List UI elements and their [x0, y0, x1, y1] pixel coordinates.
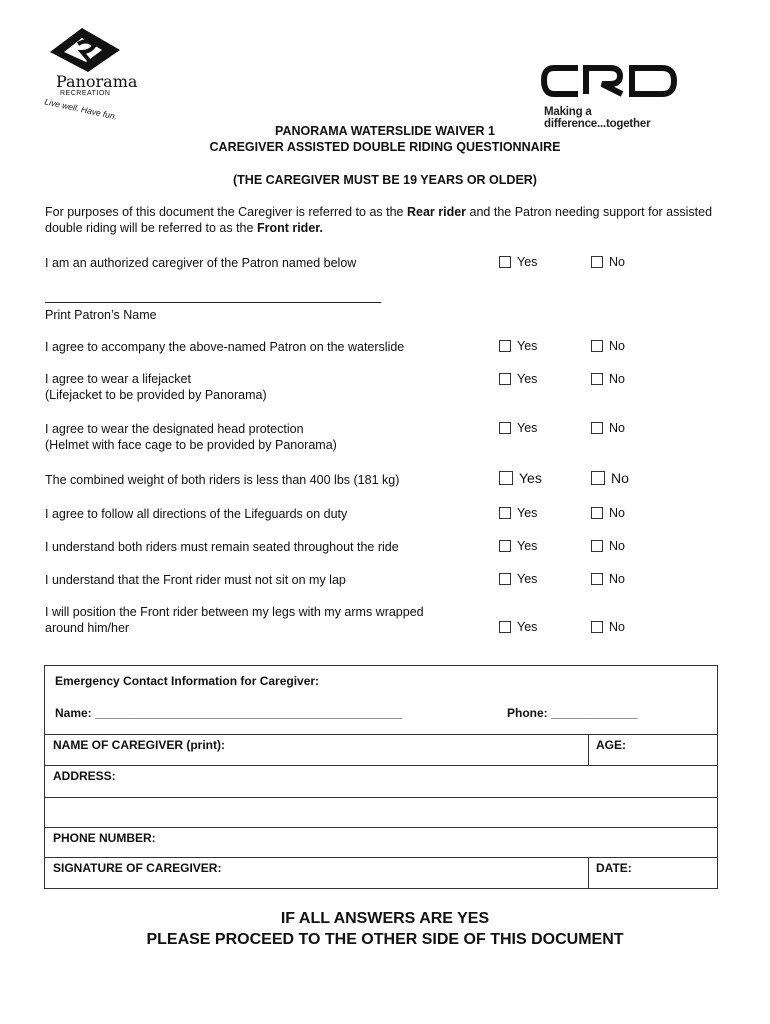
caregiver-address-field[interactable]: ADDRESS:	[53, 769, 116, 783]
yes-checkbox-8[interactable]: Yes	[499, 572, 537, 586]
emergency-title: Emergency Contact Information for Caregiver:	[55, 674, 320, 688]
page-subtitle: CAREGIVER ASSISTED DOUBLE RIDING QUESTIONNAIRE	[209, 140, 561, 154]
no-checkbox-1[interactable]: No	[591, 255, 625, 269]
panorama-logo	[42, 22, 142, 122]
yes-checkbox-2[interactable]: Yes	[499, 339, 537, 353]
caregiver-info-panel	[44, 665, 718, 889]
no-checkbox-7[interactable]: No	[591, 539, 625, 553]
print-patron-name-label: Print Patron’s Name	[45, 308, 157, 322]
divider	[45, 827, 717, 828]
yes-checkbox-6[interactable]: Yes	[499, 506, 537, 520]
no-checkbox-9[interactable]: No	[591, 620, 625, 634]
divider	[45, 797, 717, 798]
age-note: (THE CAREGIVER MUST BE 19 YEARS OR OLDER)	[233, 173, 537, 187]
footer-line-1: IF ALL ANSWERS ARE YES	[280, 910, 490, 927]
no-checkbox-3[interactable]: No	[591, 372, 625, 386]
panorama-sub: RECREATION	[60, 90, 111, 97]
page-title: PANORAMA WATERSLIDE WAIVER 1	[275, 124, 495, 138]
question-6: I agree to follow all directions of the Lifeguards on duty	[45, 507, 348, 521]
emergency-phone-field[interactable]: Phone: _____________	[507, 706, 638, 720]
no-checkbox-5[interactable]: No	[591, 470, 629, 486]
panorama-slogan: Live well. Have fun.	[43, 96, 118, 122]
crd-wordmark-icon	[540, 62, 690, 102]
crd-tagline: Making a difference...together	[544, 106, 651, 130]
no-checkbox-4[interactable]: No	[591, 421, 625, 435]
question-1: I am an authorized caregiver of the Patron named below	[45, 256, 357, 270]
intro-paragraph: For purposes of this document the Caregiver is referred to as the Rear rider and the Patron needing support for assisted double riding will be referred to as the Front rider.	[45, 205, 713, 235]
caregiver-age-field[interactable]: AGE:	[596, 738, 626, 752]
yes-checkbox-4[interactable]: Yes	[499, 421, 537, 435]
panorama-wordmark: Panorama	[56, 72, 138, 91]
caregiver-date-field[interactable]: DATE:	[596, 861, 632, 875]
yes-checkbox-5[interactable]: Yes	[499, 470, 542, 486]
divider	[588, 857, 589, 889]
caregiver-phone-field[interactable]: PHONE NUMBER:	[53, 831, 156, 845]
yes-checkbox-7[interactable]: Yes	[499, 539, 537, 553]
divider	[45, 734, 717, 735]
yes-checkbox-1[interactable]: Yes	[499, 255, 537, 269]
divider	[588, 734, 589, 765]
question-3: I agree to wear a lifejacket (Lifejacket to be provided by Panorama)	[45, 372, 267, 402]
yes-checkbox-3[interactable]: Yes	[499, 372, 537, 386]
divider	[45, 857, 717, 858]
no-checkbox-6[interactable]: No	[591, 506, 625, 520]
no-checkbox-8[interactable]: No	[591, 572, 625, 586]
divider	[45, 765, 717, 766]
patron-name-line[interactable]	[45, 302, 381, 303]
no-checkbox-2[interactable]: No	[591, 339, 625, 353]
emergency-name-field[interactable]: Name: ______________________________________________	[55, 706, 403, 720]
question-4: I agree to wear the designated head protection (Helmet with face cage to be provided by Panorama)	[45, 422, 337, 452]
question-7: I understand both riders must remain seated throughout the ride	[45, 540, 399, 554]
question-5: The combined weight of both riders is less than 400 lbs (181 kg)	[45, 473, 400, 487]
caregiver-signature-field[interactable]: SIGNATURE OF CAREGIVER:	[53, 861, 222, 875]
question-9: I will position the Front rider between my legs with my arms wrapped around him/her	[45, 605, 424, 635]
question-8: I understand that the Front rider must not sit on my lap	[45, 573, 346, 587]
caregiver-name-field[interactable]: NAME OF CAREGIVER (print):	[53, 738, 225, 752]
footer-line-2: PLEASE PROCEED TO THE OTHER SIDE OF THIS DOCUMENT	[146, 931, 624, 948]
question-2: I agree to accompany the above-named Patron on the waterslide	[45, 340, 405, 354]
crd-logo	[540, 62, 700, 130]
yes-checkbox-9[interactable]: Yes	[499, 620, 537, 634]
